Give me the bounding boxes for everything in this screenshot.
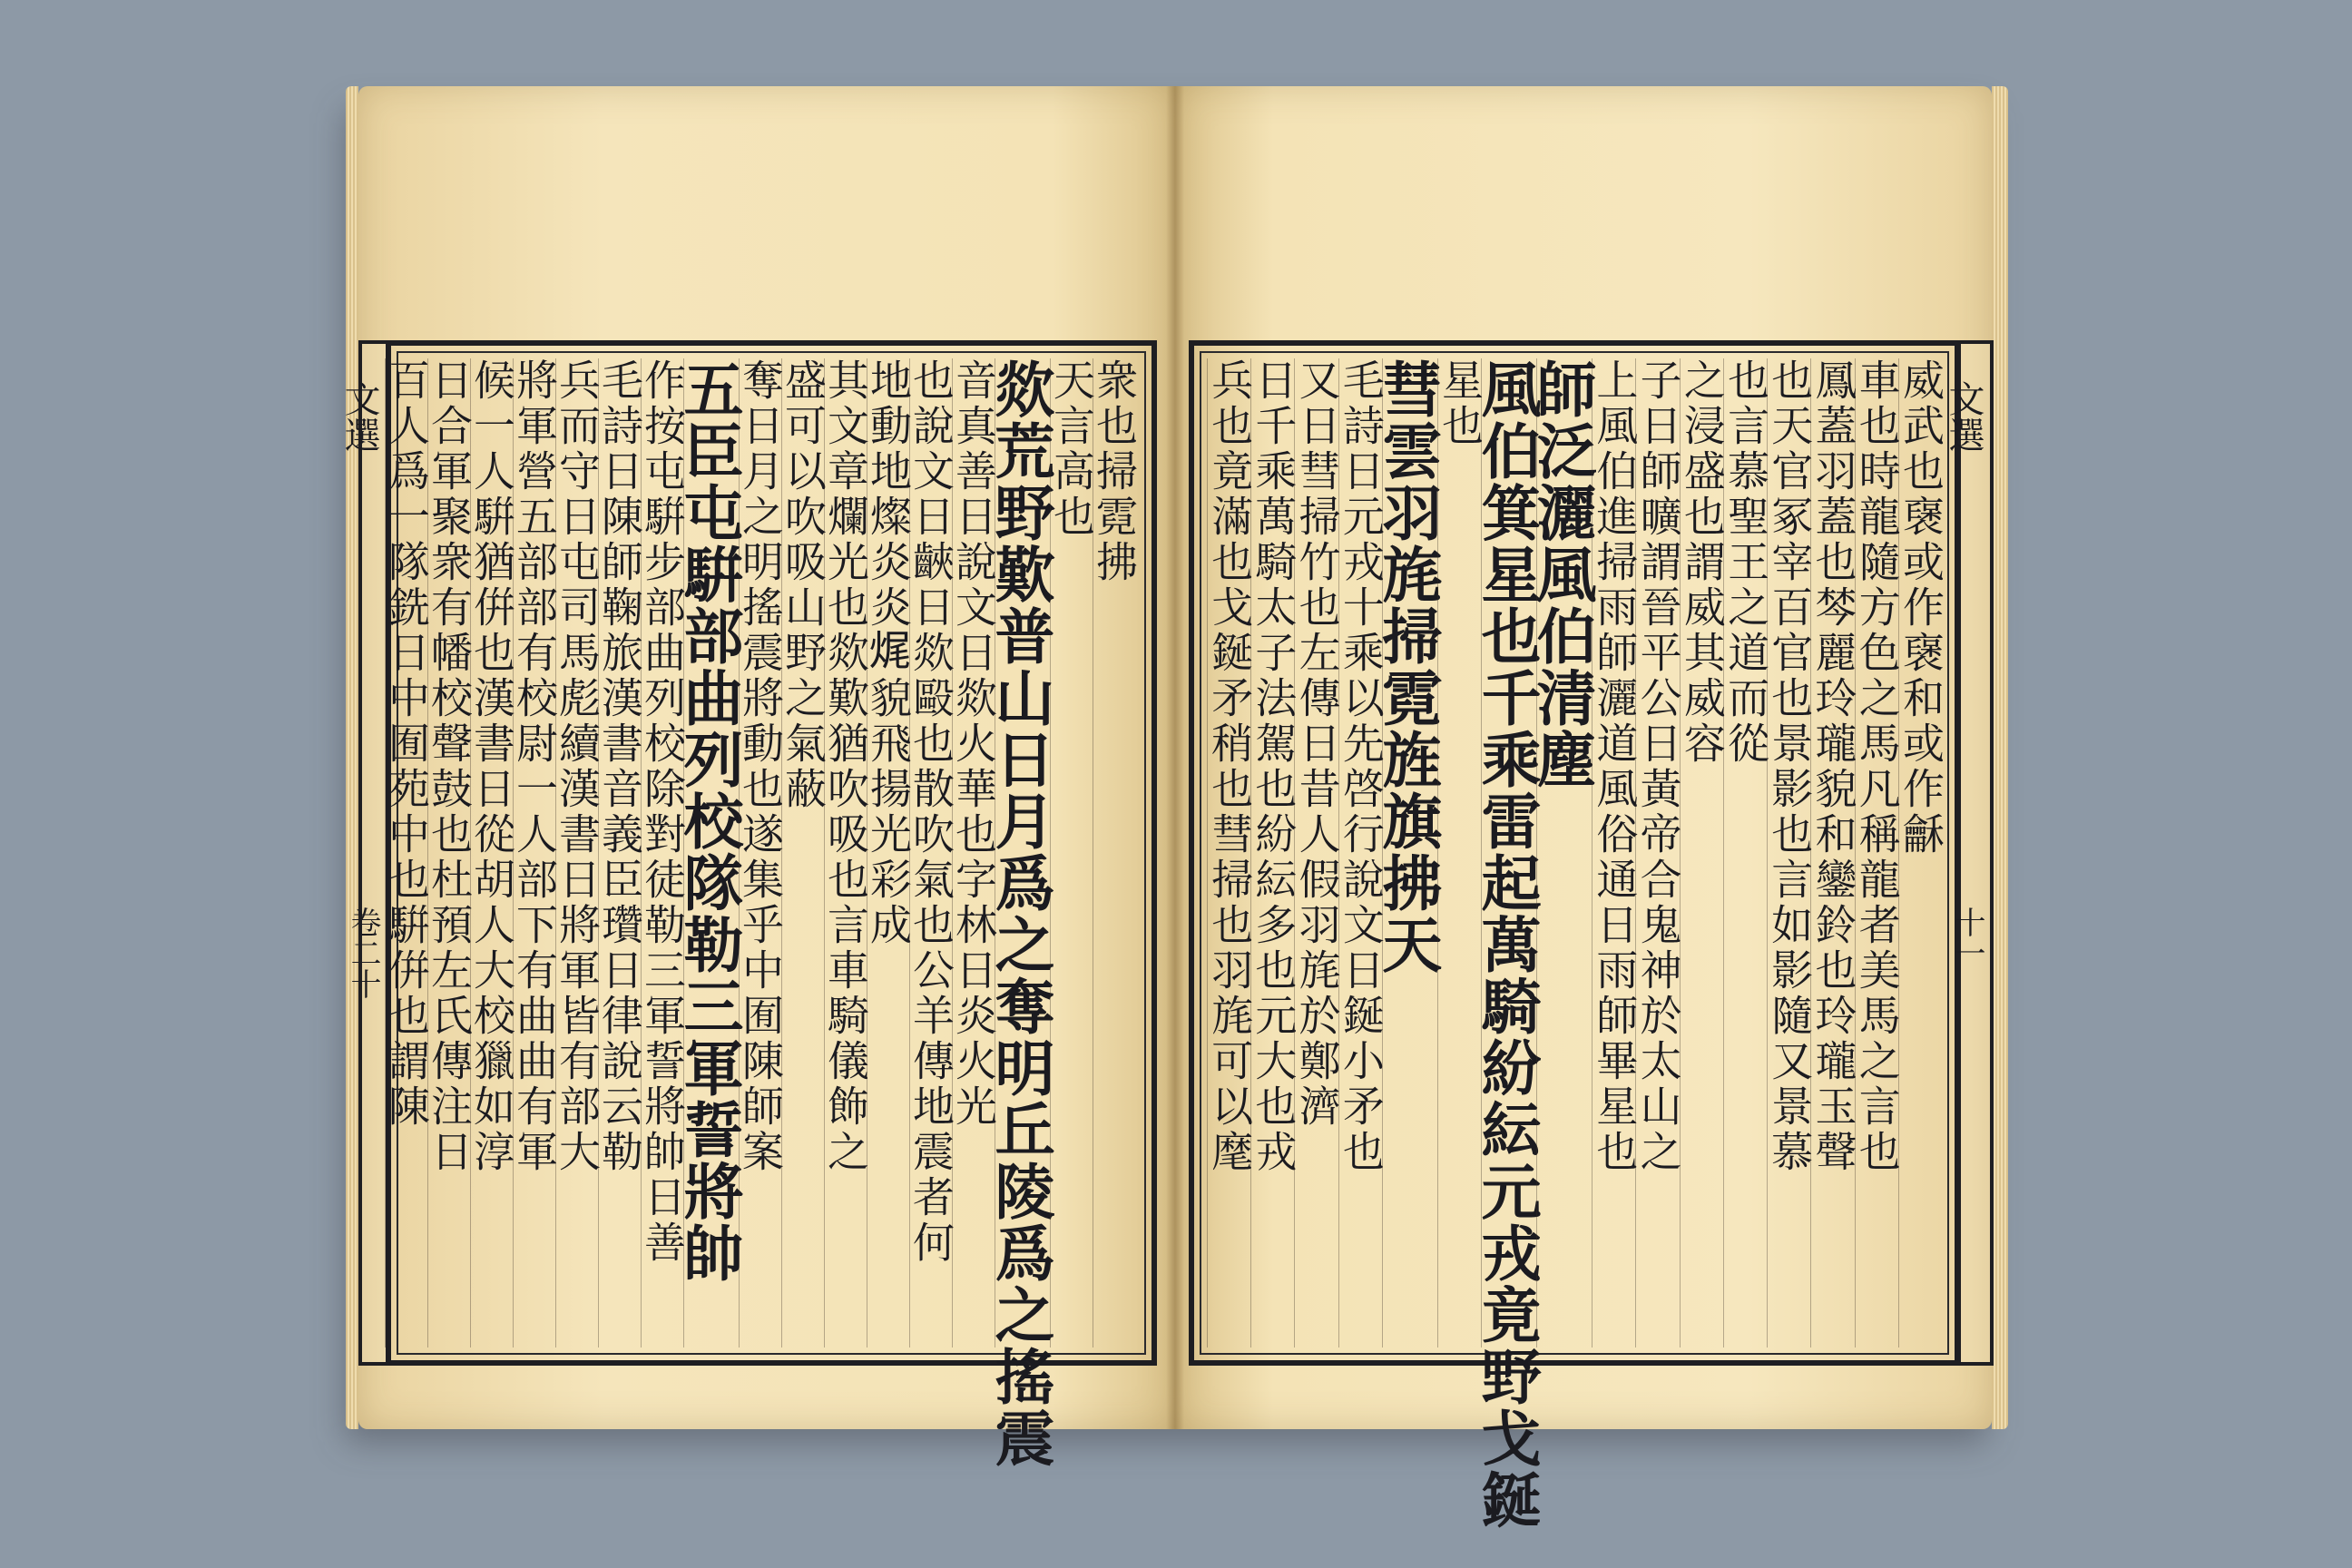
right-page-edges: [1992, 86, 2008, 1429]
text-column: 衆也掃霓拂: [1093, 358, 1135, 1348]
text-column: 音真善日說文日欻火華也字林日炎火光: [952, 358, 995, 1348]
text-column: 威武也襃或作襃和或作龢: [1898, 358, 1942, 1348]
left-page: [338, 86, 1175, 1469]
text-column: 師泛灑風伯清塵: [1536, 358, 1592, 1348]
text-column: 作按屯騈步部曲列校除對徒勒三軍誓將帥日善: [641, 358, 683, 1348]
text-column: 彗雲羽旄掃霓旌旗拂天: [1382, 358, 1437, 1348]
right-margin-title: 文選: [1943, 380, 1984, 453]
text-column: 百人爲一隊銑日中囿苑中也騈倂也謂陳: [385, 358, 427, 1348]
text-column: 五臣屯騈部曲列校隊勒三軍誓將帥: [683, 358, 739, 1348]
text-column: 日千乘萬騎太子法駕也紛紜多也元大也戎: [1250, 358, 1294, 1348]
text-column: 候一人騈猶倂也漢書日從胡人大校獵如淳: [470, 358, 513, 1348]
text-column: 又日彗掃竹也左傳日昔人假羽旄於鄭濟: [1294, 358, 1338, 1348]
left-margin-folio: 卷二十: [345, 906, 381, 999]
text-column: 鳳蓋羽蓋也棽麗玲瓏貌和鑾鈴也玲瓏玉聲: [1810, 358, 1854, 1348]
open-book: [338, 86, 1992, 1531]
text-column: 風伯箕星也千乘雷起萬騎紛紜元戎竟野戈鋋: [1471, 358, 1543, 1531]
text-column: 星也: [1437, 358, 1481, 1348]
text-column: 欻荒野歎普山日月爲之奪明丘陵爲之搖震: [985, 358, 1055, 1469]
text-column: 車也時龍隨方色之馬凡稱龍者美馬之言也: [1855, 358, 1898, 1348]
text-column: 也天官冢宰百官也景影也言如影隨又景慕: [1767, 358, 1810, 1348]
text-column: 子日師曠謂晉平公日黃帝合鬼神於太山之: [1635, 358, 1679, 1348]
left-text-columns: [382, 358, 1139, 1469]
text-column: 其文章爛光也欻歎猶吹吸也言車騎儀飾之: [824, 358, 867, 1348]
text-column: 天言高也: [1050, 358, 1093, 1348]
book-spine: [1166, 86, 1184, 1429]
text-column: 上風伯進掃雨師灑道風俗通日雨師畢星也: [1592, 358, 1635, 1348]
text-column: 兵也竟滿也戈鋋矛稍也彗掃也羽旄可以麾: [1207, 358, 1250, 1348]
text-column: 盛可以吹吸山野之氣蔽: [781, 358, 824, 1348]
text-column: 也言慕聖王之道而從: [1723, 358, 1767, 1348]
text-column: 也說文日䶝日欻毆也散吹氣也公羊傳地震者何: [909, 358, 952, 1348]
text-column: 毛詩日陳師鞠旅漢書音義臣瓚日律說云勒: [598, 358, 641, 1348]
left-text-frame: [382, 340, 1157, 1469]
text-column: 奪日月之明搖震將動也遂集乎中囿陳師案: [739, 358, 781, 1348]
text-column: 日合軍聚衆有幡校聲鼓也杜預左氏傳注日: [427, 358, 470, 1348]
right-text-frame: [1189, 340, 1960, 1531]
left-page-edges: [346, 86, 358, 1429]
text-column: 之浸盛也謂威其威容: [1680, 358, 1723, 1348]
right-margin-strip: [1943, 340, 1994, 1366]
text-column: 毛詩日元戎十乘以先啓行說文日鋋小矛也: [1338, 358, 1382, 1348]
text-column: 地動地燦炎炎𤈦貌飛揚光彩成: [867, 358, 909, 1348]
text-column: 兵而守日屯司馬彪續漢書日將軍皆有部大: [555, 358, 598, 1348]
left-margin-title: 文選: [338, 380, 380, 453]
right-text-columns: [1205, 358, 1945, 1531]
text-column: 將軍營五部部有校尉一人部下有曲曲有軍: [513, 358, 555, 1348]
right-margin-folio: 十一: [1949, 906, 1985, 968]
